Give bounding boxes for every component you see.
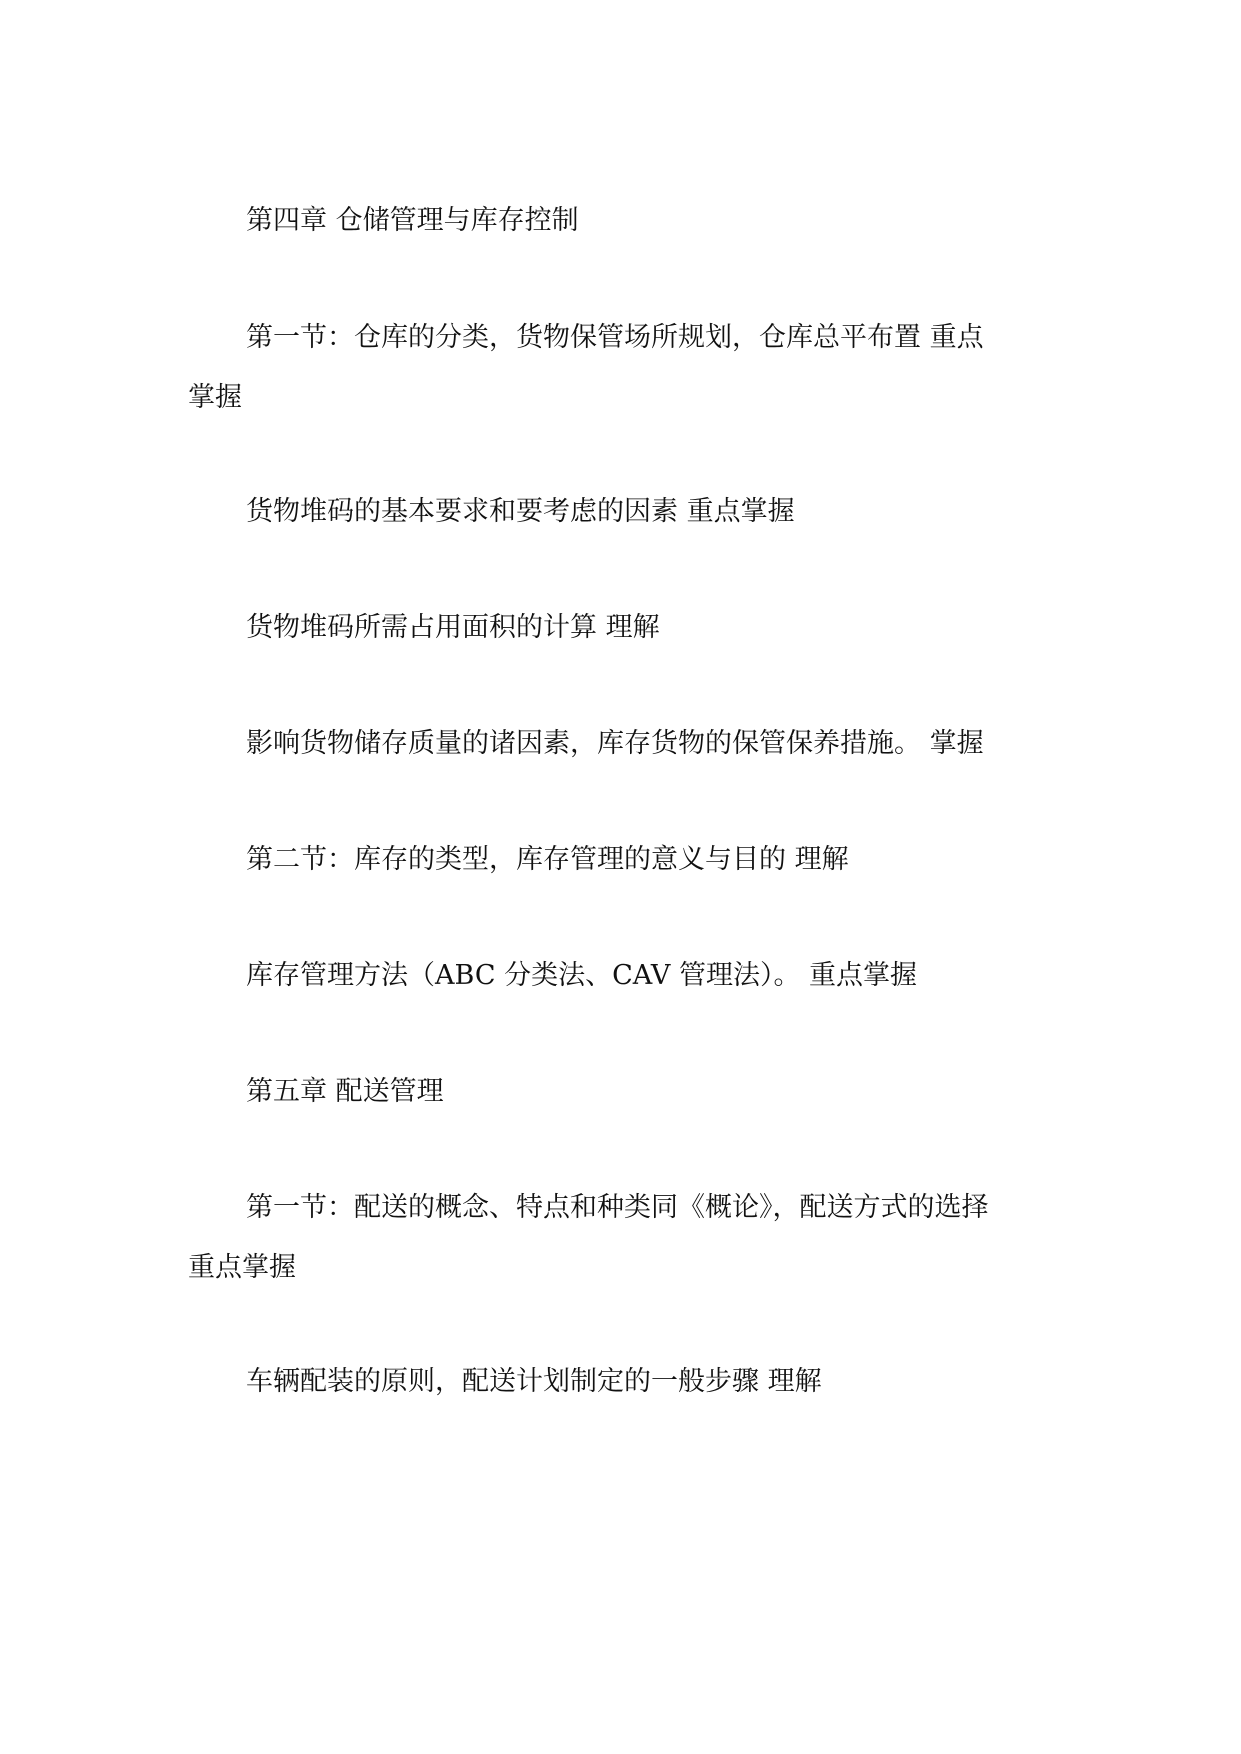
vehicle-loading-text: 车辆配装的原则，配送计划制定的一般步骤 理解 <box>246 1366 822 1397</box>
section-1-line-1: 第一节：仓库的分类，货物保管场所规划，仓库总平布置 重点 <box>246 322 984 353</box>
chapter-4-heading-text: 第四章 仓储管理与库存控制 <box>246 205 579 236</box>
chapter-4-heading <box>188 191 1058 251</box>
section-1-paragraph <box>188 308 1058 428</box>
stacking-area-text: 货物堆码所需占用面积的计算 理解 <box>246 612 660 643</box>
inventory-methods-paragraph <box>188 946 1058 1006</box>
stacking-requirements-text: 货物堆码的基本要求和要考虑的因素 重点掌握 <box>246 496 795 527</box>
distribution-section-1-line-1: 第一节：配送的概念、特点和种类同《概论》，配送方式的选择 <box>246 1192 989 1223</box>
storage-quality-text: 影响货物储存质量的诸因素，库存货物的保管保养措施。 掌握 <box>246 728 984 759</box>
distribution-section-1-paragraph <box>188 1178 1058 1298</box>
stacking-requirements-paragraph <box>188 482 1058 542</box>
storage-quality-paragraph <box>188 714 1058 774</box>
chapter-5-heading <box>188 1062 1058 1122</box>
vehicle-loading-paragraph <box>188 1352 1058 1412</box>
inventory-methods-text: 库存管理方法（ABC 分类法、CAV 管理法）。 重点掌握 <box>246 960 918 991</box>
section-2-text: 第二节：库存的类型，库存管理的意义与目的 理解 <box>246 844 849 875</box>
stacking-area-paragraph <box>188 598 1058 658</box>
section-2-paragraph <box>188 830 1058 890</box>
section-1-line-2: 掌握 <box>188 382 242 413</box>
distribution-section-1-line-2: 重点掌握 <box>188 1252 296 1283</box>
chapter-5-heading-text: 第五章 配送管理 <box>246 1076 444 1107</box>
